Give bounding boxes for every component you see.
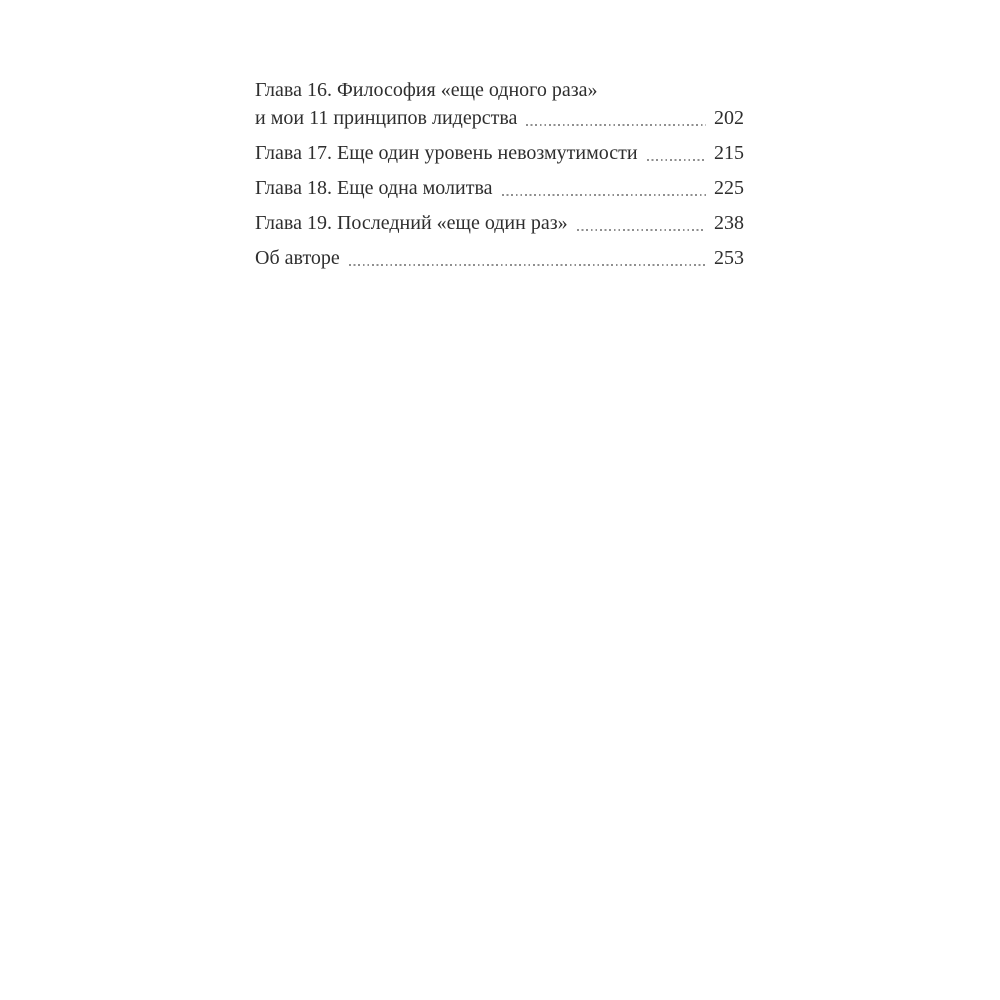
- page-number: 238: [714, 212, 744, 234]
- toc-entry-line: [255, 174, 744, 202]
- toc-entry-line: [255, 104, 744, 132]
- chapter-title: Глава 18. Еще одна молитва: [255, 177, 493, 199]
- page-number: 225: [714, 177, 744, 199]
- table-of-contents: [255, 76, 744, 272]
- page-number: 215: [714, 142, 744, 164]
- toc-entry: [255, 76, 744, 132]
- about-author-title: Об авторе: [255, 247, 340, 269]
- dot-leader: [526, 124, 706, 126]
- chapter-title-line1: Глава 16. Философия «еще одного раза»: [255, 79, 598, 101]
- dot-leader: [502, 194, 706, 196]
- toc-entry-line: [255, 244, 744, 272]
- chapter-title: Глава 17. Еще один уровень невозмутимости: [255, 142, 638, 164]
- toc-entry: [255, 209, 744, 237]
- toc-entry-line: [255, 139, 744, 167]
- dot-leader: [349, 264, 706, 266]
- toc-entry: [255, 244, 744, 272]
- toc-entry-line: [255, 76, 744, 104]
- toc-entry: [255, 139, 744, 167]
- chapter-title: Глава 19. Последний «еще один раз»: [255, 212, 568, 234]
- toc-entry: [255, 174, 744, 202]
- chapter-title-line2: и мои 11 принципов лидерства: [255, 107, 518, 129]
- dot-leader: [577, 229, 706, 231]
- dot-leader: [647, 159, 706, 161]
- page-number: 202: [714, 107, 744, 129]
- toc-entry-line: [255, 209, 744, 237]
- page-number: 253: [714, 247, 744, 269]
